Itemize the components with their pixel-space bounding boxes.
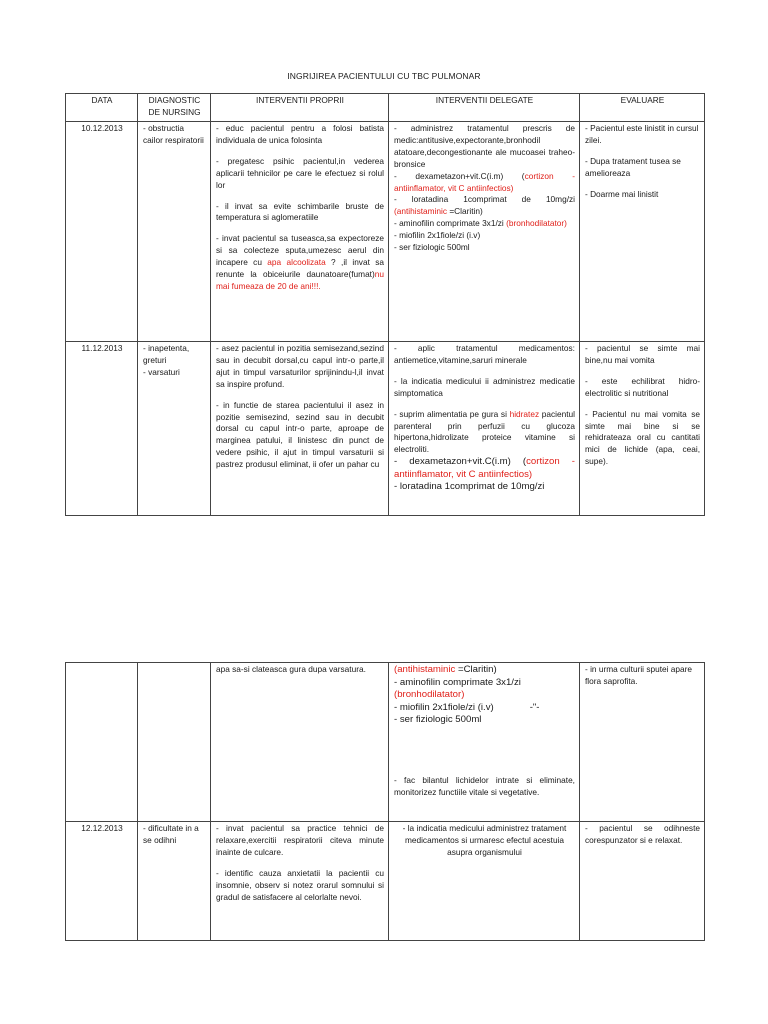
row4-own-interventions <box>211 822 389 941</box>
row3-diagnosis <box>138 663 211 822</box>
row1-del-p2-highlight: cortizon - antiinflamator, vit C antiinfectios) <box>394 170 575 193</box>
row3-del-p1-text: =Claritin) <box>455 664 497 675</box>
row3-del-p5: - ser fiziologic 500ml <box>394 714 482 726</box>
row2-del-p4 <box>394 456 575 481</box>
row4-own-p1: - invat pacientul sa practice tehnici de relaxare,exercitii respiratorii citeva minute inainte de culcare. <box>216 823 384 857</box>
row1-del-p2-text: - dexametazon+vit.C(i.m) ( <box>394 170 525 181</box>
row2-del-p4-text: - dexametazon+vit.C(i.m) ( <box>394 456 527 468</box>
row2-del-p3-highlight: hidratez <box>509 408 540 419</box>
row1-own-p4-highlight: apa alcoolizata <box>267 257 326 268</box>
row4-delegated-interventions: - la indicatia medicului administrez tratament medicamentos si urmaresc efectul acestuia asupra organismului <box>389 822 580 941</box>
row2-del-p4-highlight: cortizon - antiinflamator, vit C antiinfectios) <box>394 456 575 480</box>
row1-del-p4-text: - aminofilin comprimate 3x1/zi <box>394 218 504 229</box>
row1-delegated-interventions <box>389 122 580 342</box>
row2-evaluation <box>580 342 705 516</box>
row1-own-p3: - il invat sa evite schimbarile bruste de temperatura si aglomeratiile <box>216 200 384 223</box>
row1-del-p2 <box>394 171 575 195</box>
row3-del-p6: - fac bilantul lichidelor intrate si eliminate, monitorizez functiile vitale si vegetative. <box>394 774 575 797</box>
row2-delegated-interventions <box>389 342 580 516</box>
row1-eval-p2: - Dupa tratament tusea se amelioreaza <box>585 155 681 178</box>
row1-own-p4 <box>216 233 384 293</box>
row1-del-p4 <box>394 218 575 230</box>
care-plan-table <box>65 93 705 516</box>
row2-del-p3-text: - suprim alimentatia pe gura si <box>394 408 507 419</box>
row1-del-p3 <box>394 194 575 218</box>
table-row <box>66 122 705 342</box>
row2-del-p3 <box>394 409 575 457</box>
row1-del-p6: - ser fiziologic 500ml <box>394 242 470 253</box>
row3-del-p3: (bronhodilatator) <box>394 689 465 701</box>
care-plan-table-continued <box>65 662 705 941</box>
row1-del-p3-text: - loratadina 1comprimat de 10mg/zi <box>394 194 575 205</box>
row2-own-p2: - in functie de starea pacientului il asez in pozitie semisezind, sezind sau in decubit dorsal cu capul intr-o parte, aproape de marginea patului, il linistesc din punct de vedere psihic, il ajut in timpul varsaturii si pastrez produsul eliminat, ii ofer un pahar cu <box>216 399 384 470</box>
row3-del-p2: - aminofilin comprimate 3x1/zi <box>394 676 521 688</box>
header-diagnosis: DIAGNOSTIC DE NURSING <box>138 94 211 122</box>
row3-evaluation: - in urma culturii sputei apare flora saprofita. <box>580 663 705 822</box>
page-title: INGRIJIREA PACIENTULUI CU TBC PULMONAR <box>287 71 481 81</box>
row2-diagnosis <box>138 342 211 516</box>
table-row <box>66 663 705 822</box>
row1-del-p5: - miofilin 2x1fiole/zi (i.v) <box>394 230 481 241</box>
row3-del-p4 <box>394 702 575 715</box>
row4-date: 12.12.2013 <box>66 822 138 941</box>
row1-del-p3-highlight: (antihistaminic <box>394 206 448 217</box>
header-date: DATA <box>66 94 138 122</box>
row1-own-p4-text: - invat pacientul sa tuseasca,sa expectoreze si sa colecteze sputa,umezesc aerul din incapere cu <box>216 233 384 268</box>
row2-diag-l1: - inapetenta, greturi <box>143 343 190 365</box>
row1-del-p4-highlight: (bronhodilatator) <box>506 218 567 229</box>
row4-own-p2: - identific cauza anxietatii la pacientii cu insomnie, observ si notez orarul somnului si gradul de satisfacere al celorlalte nevoi. <box>216 867 384 902</box>
row3-del-p4-ditto: -"- <box>529 701 540 713</box>
header-evaluation: EVALUARE <box>580 94 705 122</box>
row4-evaluation: - pacientul se odihneste corespunzator si e relaxat. <box>580 822 705 941</box>
row1-diagnosis: - obstructia cailor respiratorii <box>138 122 211 342</box>
table-row <box>66 342 705 516</box>
table-row <box>66 822 705 941</box>
row2-del-p3-text-b: pacientul parenteral prin perfuzii cu glucoza hipertona,hidrolizate proteice vitamine si electroliti. <box>394 408 576 455</box>
row1-own-p4-text-b: ? ,il invat sa renunte la obiceiurile daunatoare(fumat) <box>216 257 384 280</box>
row1-del-p1: - administrez tratamentul prescris de medic:antitusive,expectorante,bronhodil atatoare,decongestionante ale mucoasei traheo-bronsice <box>394 123 575 169</box>
row2-eval-p1: - pacientul se simte mai bine,nu mai vomita <box>585 343 700 365</box>
row2-diag-l2: - varsaturi <box>143 366 180 377</box>
table-header-row <box>66 94 705 122</box>
row1-own-p1: - educ pacientul pentru a folosi batista individuala de unica folosinta <box>216 123 384 145</box>
row2-own-interventions <box>211 342 389 516</box>
row3-del-p1-highlight: (antihistaminic <box>394 664 456 675</box>
row4-diagnosis: - dificultate in a se odihni <box>138 822 211 941</box>
row1-eval-p3: - Doarme mai linistit <box>585 188 659 199</box>
row2-del-p2: - la indicatia medicului ii administrez medicatie simptomatica <box>394 375 575 398</box>
row1-del-p3-text-b: =Claritin) <box>447 206 483 217</box>
header-delegated-interventions: INTERVENTII DELEGATE <box>389 94 580 122</box>
row2-date: 11.12.2013 <box>66 342 138 516</box>
row2-eval-p3: - Pacientul nu mai vomita se simte mai bine si se rehidrateaza oral cu cantitati mici de lichide (apa, ceai, supe). <box>585 408 700 467</box>
row1-own-interventions <box>211 122 389 342</box>
header-own-interventions: INTERVENTII PROPRII <box>211 94 389 122</box>
row2-del-p1: - aplic tratamentul medicamentos: antiemetice,vitamine,saruri minerale <box>394 343 575 365</box>
row1-date: 10.12.2013 <box>66 122 138 342</box>
row3-date <box>66 663 138 822</box>
row2-del-p5: - loratadina 1comprimat de 10mg/zi <box>394 481 545 493</box>
row1-evaluation <box>580 122 705 342</box>
row2-eval-p2: - este echilibrat hidro-electrolitic si nutritional <box>585 375 700 398</box>
row3-own-interventions: apa sa-si clateasca gura dupa varsatura. <box>211 663 389 822</box>
row2-own-p1: - asez pacientul in pozitia semisezand,sezind sau in decubit dorsal,cu capul intr-o parte,il ajut in timpul varsaturilor sprijinindu-l,il invat sa inspire profund. <box>216 343 384 389</box>
row1-eval-p1: - Pacientul este linistit in cursul zilei. <box>585 123 699 145</box>
row1-own-p4-highlight-b: nu mai fumeaza de 20 de ani!!!. <box>216 269 384 291</box>
row1-own-p2: - pregatesc psihic pacientul,in vederea aplicarii tehnicilor pe care le efectuez si rolul lor <box>216 155 384 190</box>
row3-delegated-interventions <box>389 663 580 822</box>
row3-del-p1 <box>394 664 575 677</box>
row3-del-p4-text: - miofilin 2x1fiole/zi (i.v) <box>394 701 494 713</box>
